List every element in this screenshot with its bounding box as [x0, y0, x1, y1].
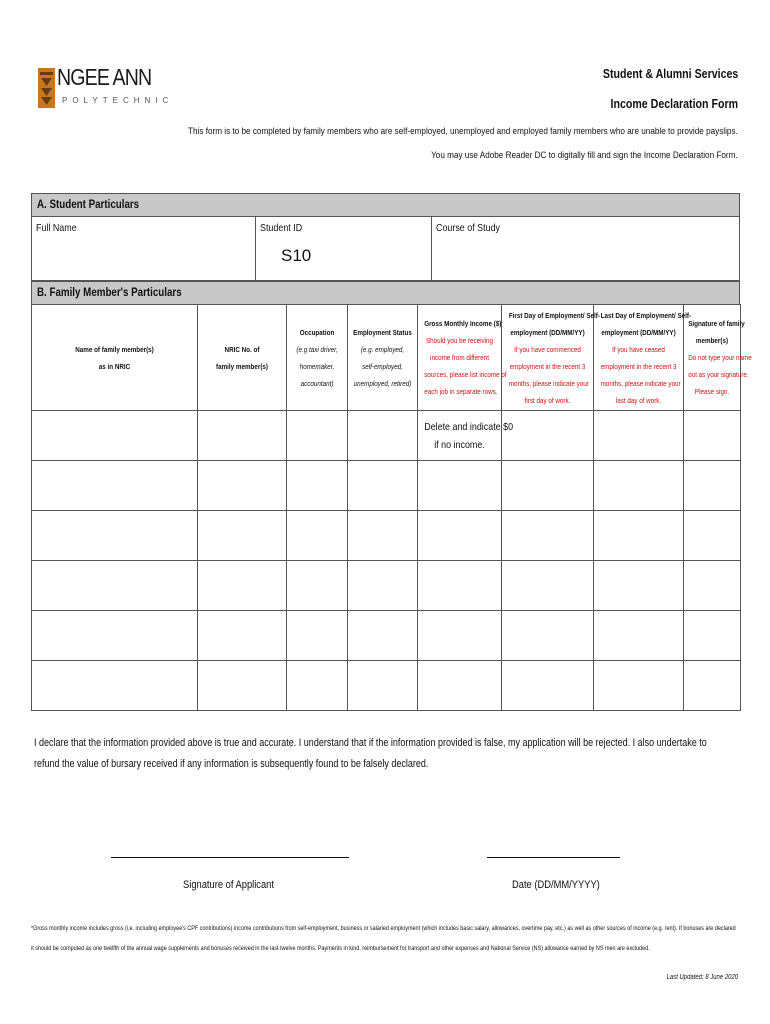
occupation-cell[interactable] — [287, 661, 348, 711]
header-line: as in NRIC — [98, 361, 131, 371]
occupation-cell[interactable] — [287, 511, 348, 561]
header-line: homemaker, — [299, 361, 335, 371]
last-day-cell[interactable] — [594, 411, 684, 461]
header-line: family member(s) — [215, 361, 269, 371]
first-day-cell[interactable] — [502, 411, 594, 461]
header-line: If you have ceased — [612, 344, 665, 354]
income-note-line-2: if no income. — [434, 438, 485, 451]
header-last-day — [594, 305, 692, 411]
header-first-day — [502, 305, 600, 411]
header-line: months, please indicate your — [508, 378, 589, 388]
header-line: sources, please list income of — [424, 370, 507, 379]
header-line: (e.g. employed, — [360, 344, 405, 354]
first-day-cell[interactable] — [502, 461, 594, 511]
course-of-study-label: Course of Study — [436, 222, 501, 234]
header-line: Name of family member(s) — [75, 344, 154, 354]
signature-cell[interactable] — [684, 511, 741, 561]
employment-status-cell[interactable] — [348, 461, 418, 511]
applicant-signature-line[interactable] — [111, 857, 349, 858]
name-cell[interactable] — [32, 411, 198, 461]
header-line: accountant) — [300, 378, 334, 388]
section-b-header: B. Family Member's Particulars — [31, 281, 740, 305]
header-line: self-employed, — [362, 361, 403, 371]
header-line: first day of work. — [524, 395, 571, 405]
signature-cell[interactable] — [684, 661, 741, 711]
employment-status-cell[interactable] — [348, 561, 418, 611]
gross-income-cell[interactable] — [418, 561, 502, 611]
name-cell[interactable] — [32, 611, 198, 661]
nric-cell[interactable] — [198, 411, 287, 461]
nric-cell[interactable] — [198, 661, 287, 711]
header-line: Should you be receiving — [425, 336, 494, 345]
signature-cell[interactable] — [684, 411, 741, 461]
table-row — [32, 611, 741, 661]
name-cell[interactable] — [32, 511, 198, 561]
form-instruction-1: This form is to be completed by family members who are self-employed, unemployed and employed family members who are unable to provide payslips. — [188, 126, 738, 137]
last-updated: Last Updated: 8 June 2020 — [666, 974, 738, 981]
first-day-cell[interactable] — [502, 661, 594, 711]
crest-icon — [37, 68, 57, 108]
header-line: employment (DD/MM/YY) — [510, 327, 585, 337]
department-title: Student & Alumni Services — [602, 67, 738, 81]
gross-income-cell[interactable] — [418, 411, 514, 461]
header-line: employment in the recent 3 — [509, 361, 586, 371]
employment-status-cell[interactable] — [348, 411, 418, 461]
header-line: Please sign. — [694, 387, 730, 396]
footnote-1: *Gross monthly income includes gross (i.e. including employee's CPF contributions) income contributions from self-employment, business or salaried employment (which includes basic salary, allowances, overtime pay, etc.) as well as other sources of income (e.g. rent). If bonuses are declared — [31, 925, 736, 932]
student-id-label: Student ID — [260, 222, 303, 234]
logo-name: NGEE ANN — [57, 64, 152, 90]
signature-cell[interactable] — [684, 561, 741, 611]
header-line: each job in separate rows. — [424, 387, 498, 396]
header-gross-income — [418, 305, 507, 411]
first-day-cell[interactable] — [502, 611, 594, 661]
nric-cell[interactable] — [198, 461, 287, 511]
header-line: last day of work. — [615, 395, 662, 405]
last-day-cell[interactable] — [594, 511, 684, 561]
nric-cell[interactable] — [198, 611, 287, 661]
name-cell[interactable] — [32, 661, 198, 711]
header-line: Do not type your name — [688, 353, 752, 362]
gross-income-cell[interactable] — [418, 611, 502, 661]
form-title: Income Declaration Form — [610, 97, 738, 111]
header-line: Employment Status — [353, 327, 412, 337]
header-line: Last Day of Employment/ Self- — [600, 310, 692, 320]
signature-of-applicant-label: Signature of Applicant — [183, 879, 274, 891]
name-cell[interactable] — [32, 461, 198, 511]
header-occupation — [287, 305, 348, 411]
header-line: employment (DD/MM/YY) — [601, 327, 676, 337]
full-name-label: Full Name — [36, 222, 77, 234]
income-note-line-1: Delete and indicate $0 — [424, 420, 514, 433]
employment-status-cell[interactable] — [348, 661, 418, 711]
header-line: income from different — [430, 353, 489, 362]
header-line: employment in the recent 3 — [600, 361, 677, 371]
last-day-cell[interactable] — [594, 611, 684, 661]
table-row — [32, 561, 741, 611]
header-line: If you have commenced — [514, 344, 581, 354]
header-nric — [198, 305, 287, 411]
employment-status-cell[interactable] — [348, 511, 418, 561]
header-line: member(s) — [695, 336, 729, 345]
table-row — [32, 661, 741, 711]
form-instruction-2: You may use Adobe Reader DC to digitally fill and sign the Income Declaration Form. — [431, 150, 738, 161]
table-header-row — [32, 305, 741, 411]
last-day-cell[interactable] — [594, 461, 684, 511]
header-line: (e.g taxi driver, — [296, 344, 338, 354]
student-id-value[interactable]: S10 — [281, 246, 312, 265]
footnote-2: it should be computed as one twelfth of the annual wage supplements and bonuses received in the last twelve months. Payments in kind, reimbursement for transport and other expenses and National Service (NS) allowance earned by NS men are excluded. — [31, 945, 650, 952]
header-line: Gross Monthly Income ($) — [424, 319, 502, 328]
section-a-header: A. Student Particulars — [31, 193, 740, 217]
gross-income-cell[interactable] — [418, 461, 502, 511]
occupation-cell[interactable] — [287, 611, 348, 661]
last-day-cell[interactable] — [594, 561, 684, 611]
logo-sub: POLYTECHNIC — [62, 96, 174, 105]
employment-status-cell[interactable] — [348, 611, 418, 661]
first-day-cell[interactable] — [502, 561, 594, 611]
header-line: NRIC No. of — [224, 344, 260, 354]
declaration-text: I declare that the information provided above is true and accurate. I understand that if the information provided is false, my application will be rejected. I also undertake to refund the value of bursary received if any information is subsequently found to be falsely declared. — [34, 737, 707, 770]
ngee-ann-logo — [37, 64, 174, 116]
date-label: Date (DD/MM/YYYY) — [512, 879, 600, 891]
occupation-cell[interactable] — [287, 561, 348, 611]
header-employment-status — [348, 305, 418, 411]
gross-income-cell[interactable] — [418, 511, 502, 561]
nric-cell[interactable] — [198, 511, 287, 561]
occupation-cell[interactable] — [287, 461, 348, 511]
first-day-cell[interactable] — [502, 511, 594, 561]
signature-cell[interactable] — [684, 461, 741, 511]
header-line: Signature of family — [688, 319, 745, 328]
gross-income-cell[interactable] — [418, 661, 502, 711]
header-signature — [684, 305, 752, 411]
table-row — [32, 461, 741, 511]
nric-cell[interactable] — [198, 561, 287, 611]
header-line: out as your signature. — [688, 370, 749, 379]
header-line: months, please indicate your — [600, 378, 681, 388]
header-name — [32, 305, 198, 411]
family-members-table — [31, 304, 752, 711]
header-line: Occupation — [299, 327, 335, 337]
table-row — [32, 411, 741, 461]
header-line: unemployed, retired) — [353, 378, 412, 388]
table-row — [32, 511, 741, 561]
occupation-cell[interactable] — [287, 411, 348, 461]
last-day-cell[interactable] — [594, 661, 684, 711]
signature-cell[interactable] — [684, 611, 741, 661]
date-line[interactable] — [487, 857, 620, 858]
name-cell[interactable] — [32, 561, 198, 611]
header-line: First Day of Employment/ Self- — [508, 310, 600, 320]
